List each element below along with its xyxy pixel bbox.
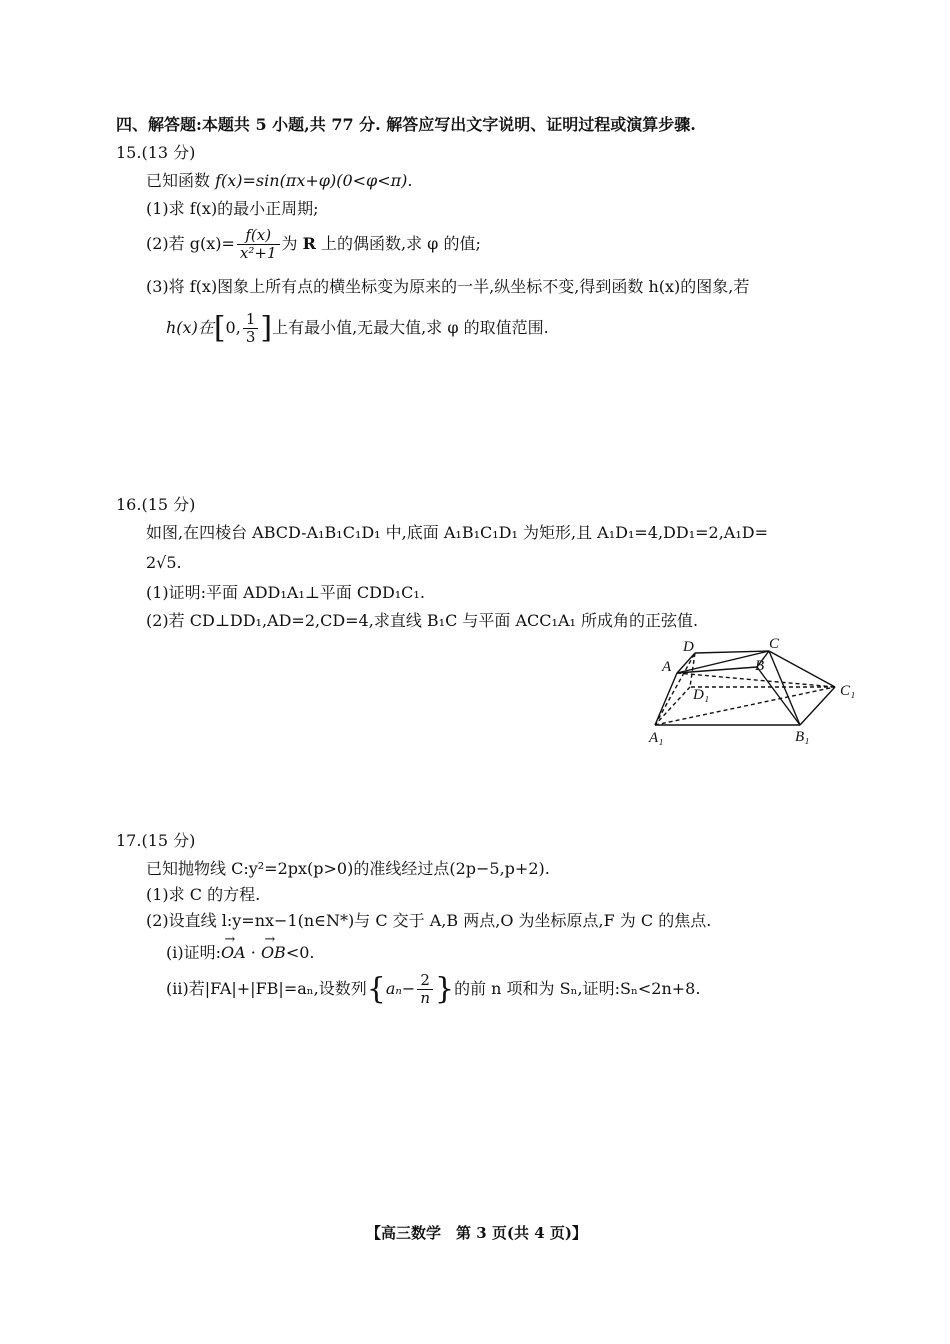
q17-part2-i-pre: (ⅰ)证明: [166,943,221,962]
q15-part3-left-bracket: [ [213,310,226,346]
q15-part3-line2 [166,308,549,348]
q15-part2-denominator: x²+1 [239,244,277,262]
q15-score: (13 分) [141,143,196,162]
q17-vector-OB: → OB [261,938,286,964]
section-header: 四、解答题:本题共 5 小题,共 77 分. 解答应写出文字说明、证明过程或演算步骤. [116,115,696,134]
edge-CC1 [769,651,835,687]
q17-part2-i-dot: · [245,943,261,962]
q15-part3-post: 上有最小值,无最大值,求 φ 的取值范围. [272,318,549,337]
q16-stem-line1: 如图,在四棱台 ABCD-A₁B₁C₁D₁ 中,底面 A₁B₁C₁D₁ 为矩形,且 A₁D₁=4,DD₁=2,A₁D= [146,523,768,542]
q15-stem [146,170,412,192]
q15-part3-zero: 0, [225,318,241,337]
q15-part1: (1)求 f(x)的最小正周期; [146,199,319,218]
q17-score: (15 分) [141,831,196,850]
q16-stem-line2: 2√5. [146,553,182,572]
page-footer: 【高三数学 第 3 页(共 4 页)】 [366,1224,587,1242]
q17-heading [116,830,195,852]
label-B1: B₁ [795,729,810,745]
frustum-figure [645,637,865,747]
q17-part2-ii-pre: (ⅱ)若|FA|+|FB|=aₙ,设数列 [166,979,367,998]
diag-A1C1 [655,687,835,725]
q15-stem-func: f(x)=sin(πx+φ)(0<φ<π). [215,171,413,190]
q17-part2-i-post: <0. [285,943,315,962]
diag-B1C [769,651,800,725]
q15-part2-R: R [302,234,316,253]
label-A: A [662,659,672,675]
q17-left-brace: { [366,971,386,1007]
q15-stem-pre: 已知函数 [146,171,216,190]
q17-number: 17. [116,831,142,850]
q17-stem: 已知抛物线 C:y²=2px(p>0)的准线经过点(2p−5,p+2). [146,859,550,878]
q16-part1: (1)证明:平面 ADD₁A₁⊥平面 CDD₁C₁. [146,583,425,602]
q16-part2: (2)若 CD⊥DD₁,AD=2,CD=4,求直线 B₁C 与平面 ACC₁A₁ 所成角的正弦值. [146,611,699,630]
q16-number: 16. [116,495,142,514]
q17-fraction [417,972,433,1007]
q15-part2-post: 上的偶函数,求 φ 的值; [315,234,481,253]
q15-part2 [146,226,481,262]
label-D1: D₁ [693,687,710,703]
label-D: D [683,639,694,655]
q17-seq-term: aₙ− [385,979,416,998]
q17-right-brace: } [434,971,455,1007]
label-C: C [769,637,780,652]
q15-part2-pre: (2)若 g(x)= [146,234,235,253]
q15-heading [116,142,195,164]
q15-part3-fraction [243,311,259,346]
edge-AA1 [655,673,677,725]
label-A1: A₁ [649,730,664,746]
label-C1: C₁ [840,683,856,699]
q15-number: 15. [116,143,142,162]
q17-denominator: n [420,989,430,1007]
q17-vector-OA: → OA [221,938,246,964]
edge-CD [695,651,769,653]
q17-part2-ii-post: 的前 n 项和为 Sₙ,证明:Sₙ<2n+8. [454,979,701,998]
edge-B1C1 [800,687,835,725]
q17-part2-i [166,938,314,964]
q17-part1: (1)求 C 的方程. [146,885,261,904]
q17-part2: (2)设直线 l:y=nx−1(n∈N*)与 C 交于 A,B 两点,O 为坐标原点,F 为 C 的焦点. [146,911,712,930]
q15-part3-line1: (3)将 f(x)图象上所有点的横坐标变为原来的一半,纵坐标不变,得到函数 h(x)的图象,若 [146,277,750,296]
q15-part2-numerator: f(x) [237,227,280,245]
q15-part3-denominator: 3 [245,328,256,346]
label-B: B [755,658,765,674]
q15-part3-numerator: 1 [243,311,259,329]
q15-part3-right-bracket: ] [260,310,273,346]
q17-part2-ii [166,970,700,1008]
q15-part2-fraction [237,227,280,262]
q15-part2-mid: 为 [281,234,303,253]
q15-part3-pre: h(x)在 [166,318,214,337]
diag-AC1 [677,673,835,687]
q16-score: (15 分) [141,495,196,514]
q16-heading [116,494,195,516]
q17-numerator: 2 [417,972,433,990]
